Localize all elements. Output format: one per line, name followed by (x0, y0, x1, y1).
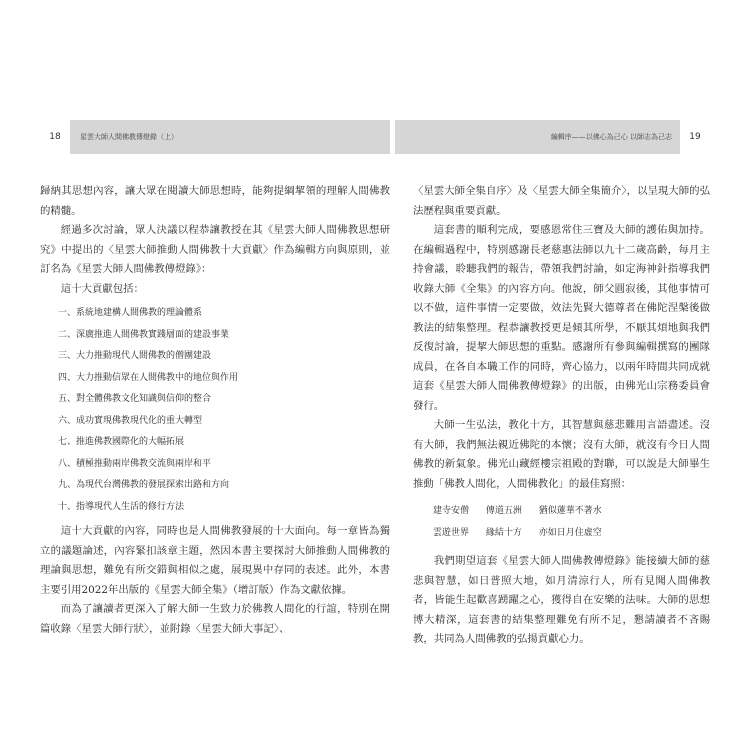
list-item: 四、大力推動信眾在人間佛教中的地位與作用 (58, 372, 239, 383)
paragraph: 我們期望這套《星雲大師人間佛教傳燈錄》能接續大師的慈悲與智慧，如日普照大地，如月清涼行人，所有見聞人間佛教者，皆能生起歡喜踴躍之心，獲得自在安樂的法味。大師的思想博大精深，這套書的結集整理難免有所不足，懇請讀者不吝賜教，共同為人間佛教的弘揚貢獻心力。 (413, 555, 710, 645)
left-running-title: 星雲大師人間佛教傳燈錄（上） (80, 133, 178, 141)
contributions-list (40, 303, 390, 518)
list-item: 九、為現代台灣佛教的發展探索出路和方向 (58, 480, 230, 490)
paragraph: 而為了讓讀者更深入了解大師一生致力於佛教人間化的行誼，特別在開篇收錄〈星雲大師行狀〉，並附錄〈星雲大師大事記〉、 (40, 603, 390, 635)
list-item: 五、對全體佛教文化知識與信仰的整合 (58, 394, 212, 404)
paragraph: 這套書的順利完成，要感恩常住三寶及大師的護佑與加持。在編輯過程中，特別感謝長老慈惠法師以九十二歲高齡，每月主持會議，聆聽我們的報告，帶領我們討論，如定海神針指導我們收錄大師《全集》的內容方向。他說，師父圓寂後，其他事情可以不做，這件事情一定要做，效法先賢大德尊者在佛陀涅槃後做教法的結集整理。程恭讓教授更是傾其所學，不厭其煩地與我們反復討論，提挈大師思想的重點。感謝所有參與編輯撰寫的團隊成員，在各自本職工作的同時，齊心協力，以兩年時間共同成就這套《星雲大師人間佛教傳燈錄》的出版，由佛光山宗務委員會發行。 (413, 224, 710, 412)
paragraph: 歸納其思想內容，讓大眾在閱讀大師思想時，能夠提綱挈領的理解人間佛教的精髓。 (40, 185, 390, 217)
list-item: 六、成功實現佛教現代化的重大轉型 (58, 415, 203, 426)
right-body (413, 182, 710, 650)
couplet-line (433, 522, 710, 544)
left-body (40, 182, 390, 639)
list-item: 十、指導現代人生活的修行方法 (58, 501, 185, 512)
left-page-number: 18 (40, 120, 70, 154)
couplet-line (433, 500, 710, 522)
right-running-header (395, 120, 710, 154)
right-running-title: 編輯序——以佛心為己心 以師志為己志 (550, 133, 672, 141)
couplet-phrase: 傳道五洲 (485, 506, 522, 516)
couplet-phrase: 亦如日月住虛空 (538, 528, 602, 538)
right-page (395, 120, 710, 680)
paragraph: 〈星雲大師全集自序〉及〈星雲大師全集簡介〉，以呈現大師的弘法歷程與重要貢獻。 (413, 185, 710, 217)
couplet-phrase: 雲遊世界 (433, 528, 470, 538)
list-item: 三、大力推動現代人間佛教的僧團建設 (58, 351, 212, 361)
left-page (40, 120, 390, 680)
couplet-phrase: 猶似蓮華不著水 (538, 506, 602, 516)
list-item: 七、推進佛教國際化的大幅拓展 (58, 437, 185, 447)
list-item: 八、積極推動兩岸佛教交流與兩岸和平 (58, 458, 212, 469)
paragraph: 這十大貢獻包括： (60, 282, 144, 295)
paragraph: 大師一生弘法，教化十方，其智慧與慈悲難用言語盡述。沒有大師，我們無法親近佛陀的本懷；沒有大師，就沒有今日人間佛教的新氣象。佛光山藏經樓宗祖殿的對聯，可以說是大師畢生推動「佛教人間化，人間佛教化」的最佳寫照： (413, 419, 710, 490)
couplet (413, 500, 710, 544)
paragraph: 這十大貢獻的內容，同時也是人間佛教發展的十大面向。每一章皆為獨立的議題論述，內容緊扣該章主題，然因本書主要探討大師推動人間佛教的理論與思想，難免有所交錯與相似之處，展現異中存同的表述。此外，本書主要引用2022年出版的《星雲大師全集》（增訂版）作為文獻依據。 (40, 525, 390, 596)
list-item: 二、深廣推進人間佛教實踐層面的建設事業 (58, 329, 230, 340)
couplet-phrase: 緣結十方 (485, 528, 522, 538)
couplet-phrase: 建寺安僧 (433, 506, 470, 516)
list-item: 一、系統地建構人間佛教的理論體系 (58, 308, 203, 318)
paragraph: 經過多次討論，眾人決議以程恭讓教授在其《星雲大師人間佛教思想研究》中提出的〈星雲大師推動人間佛教十大貢獻〉作為編輯方向與原則，並訂名為《星雲大師人間佛教傳燈錄》： (40, 224, 390, 275)
left-running-header (40, 120, 390, 154)
right-page-number: 19 (680, 120, 710, 154)
